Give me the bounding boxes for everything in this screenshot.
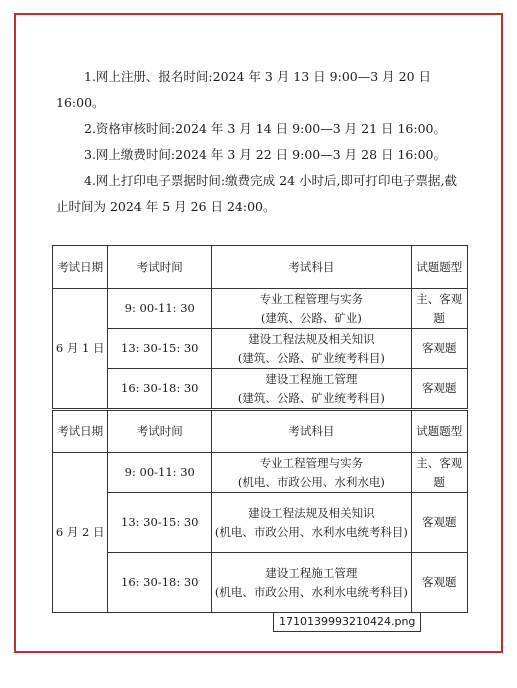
paragraph-qualification-review: 2.资格审核时间:2024 年 3 月 14 日 9:00—3 月 21 日 16:00。 bbox=[84, 121, 446, 136]
exam-time: 16: 30-18: 30 bbox=[108, 369, 212, 409]
header-subject: 考试科目 bbox=[212, 246, 411, 289]
exam-date: 6 月 2 日 bbox=[53, 453, 108, 613]
paragraph-registration: 1.网上注册、报名时间:2024 年 3 月 13 日 9:00—3 月 20 日 16:00。 bbox=[56, 69, 431, 110]
question-type: 主、客观题 bbox=[411, 289, 467, 329]
table-header-row bbox=[53, 246, 468, 289]
question-type: 客观题 bbox=[411, 493, 467, 553]
header-subject: 考试科目 bbox=[212, 411, 411, 453]
question-type: 主、客观题 bbox=[411, 453, 467, 493]
exam-schedule-table-day2 bbox=[52, 410, 468, 613]
exam-subject: 建设工程施工管理 (机电、市政公用、水利水电统考科目) bbox=[212, 553, 411, 613]
table-row bbox=[53, 289, 468, 329]
table-row bbox=[53, 493, 468, 553]
question-type: 客观题 bbox=[411, 369, 467, 409]
question-type: 客观题 bbox=[411, 553, 467, 613]
exam-time: 13: 30-15: 30 bbox=[108, 329, 212, 369]
paragraph-receipt-printing: 4.网上打印电子票据时间:缴费完成 24 小时后,即可打印电子票据,截止时间为 2024 年 5 月 26 日 24:00。 bbox=[56, 173, 457, 214]
exam-subject: 专业工程管理与实务 (机电、市政公用、水利水电) bbox=[212, 453, 411, 493]
table-row bbox=[53, 453, 468, 493]
exam-subject: 建设工程法规及相关知识 (建筑、公路、矿业统考科目) bbox=[212, 329, 411, 369]
header-time: 考试时间 bbox=[108, 246, 212, 289]
exam-date: 6 月 1 日 bbox=[53, 289, 108, 409]
question-type: 客观题 bbox=[411, 329, 467, 369]
exam-subject: 建设工程法规及相关知识 (机电、市政公用、水利水电统考科目) bbox=[212, 493, 411, 553]
exam-schedule-table-day1 bbox=[52, 245, 468, 409]
filename-label: 1710139993210424.png bbox=[273, 612, 421, 632]
header-date: 考试日期 bbox=[53, 411, 108, 453]
table-row bbox=[53, 553, 468, 613]
exam-subject: 建设工程施工管理 (建筑、公路、矿业统考科目) bbox=[212, 369, 411, 409]
exam-time: 13: 30-15: 30 bbox=[108, 493, 212, 553]
header-time: 考试时间 bbox=[108, 411, 212, 453]
header-type: 试题题型 bbox=[411, 246, 467, 289]
exam-time: 16: 30-18: 30 bbox=[108, 553, 212, 613]
header-type: 试题题型 bbox=[411, 411, 467, 453]
header-date: 考试日期 bbox=[53, 246, 108, 289]
paragraph-payment: 3.网上缴费时间:2024 年 3 月 22 日 9:00—3 月 28 日 16:00。 bbox=[84, 147, 446, 162]
exam-time: 9: 00-11: 30 bbox=[108, 453, 212, 493]
exam-subject: 专业工程管理与实务 (建筑、公路、矿业) bbox=[212, 289, 411, 329]
table-row bbox=[53, 329, 468, 369]
table-header-row bbox=[53, 411, 468, 453]
table-row bbox=[53, 369, 468, 409]
exam-time: 9: 00-11: 30 bbox=[108, 289, 212, 329]
